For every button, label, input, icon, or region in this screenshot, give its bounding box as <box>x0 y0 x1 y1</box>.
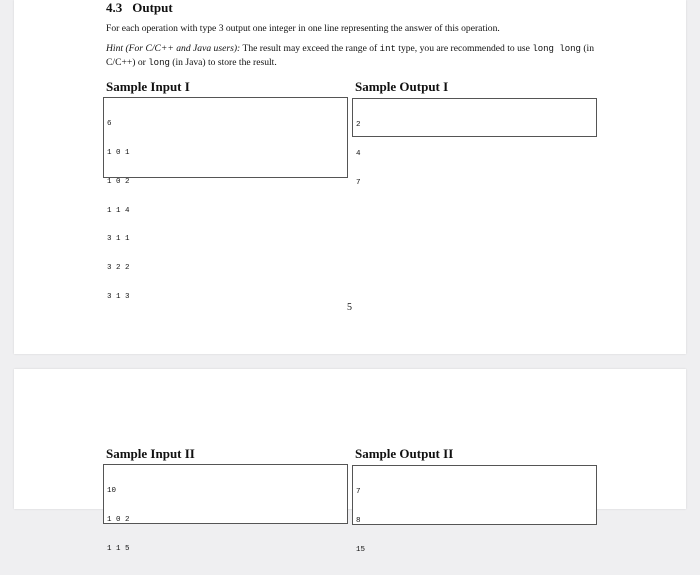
section-heading <box>106 0 173 16</box>
input-line: 1 0 1 <box>107 148 130 157</box>
hint-label: Hint (For C/C++ and Java users): <box>106 43 241 54</box>
sample-input-1-title: Sample Input I <box>106 79 190 94</box>
sample-input-2-title: Sample Input II <box>106 446 195 461</box>
output-description: For each operation with type 3 output one integer in one line representing the answer of this operation. <box>106 23 500 34</box>
code-int: int <box>379 44 396 54</box>
sample-input-1-box <box>103 97 348 301</box>
page-number: 5 <box>347 302 352 313</box>
input-line: 3 2 2 <box>107 264 130 273</box>
sample-output-1-title: Sample Output I <box>355 79 449 94</box>
input-line: 1 0 2 <box>107 177 130 186</box>
input-line: 1 1 4 <box>107 206 130 215</box>
document-page-6 <box>14 369 686 554</box>
output-line: 15 <box>356 545 366 554</box>
output-line: 2 <box>356 121 361 130</box>
output-line: 8 <box>356 516 361 525</box>
sample-output-1-box <box>352 98 597 187</box>
document-page-5 <box>14 0 686 354</box>
input-line: 10 <box>107 487 117 496</box>
output-line: 7 <box>356 488 361 497</box>
hint-text-2: type, you are recommended to use <box>398 43 530 54</box>
section-number: 4.3 <box>106 0 123 15</box>
hint-text-3: (in C/C++) or <box>106 43 595 68</box>
input-line: 1 1 5 <box>107 544 130 553</box>
sample-output-2-box <box>352 465 597 554</box>
hint-text-1: The result may exceed the range of <box>242 43 378 54</box>
hint-text-4: (in Java) to store the result. <box>172 57 277 68</box>
input-line: 3 1 3 <box>107 292 130 301</box>
section-title: Output <box>132 0 173 15</box>
input-line: 1 0 2 <box>107 515 130 524</box>
hint-paragraph <box>106 42 594 70</box>
sample-output-2-title: Sample Output II <box>355 446 454 461</box>
input-line: 6 <box>107 120 112 129</box>
code-long: long <box>148 58 170 68</box>
code-long-long: long long <box>532 44 581 54</box>
input-line: 3 1 1 <box>107 235 130 244</box>
output-line: 7 <box>356 178 361 187</box>
output-line: 4 <box>356 149 361 158</box>
sample-input-2-box <box>103 464 348 553</box>
